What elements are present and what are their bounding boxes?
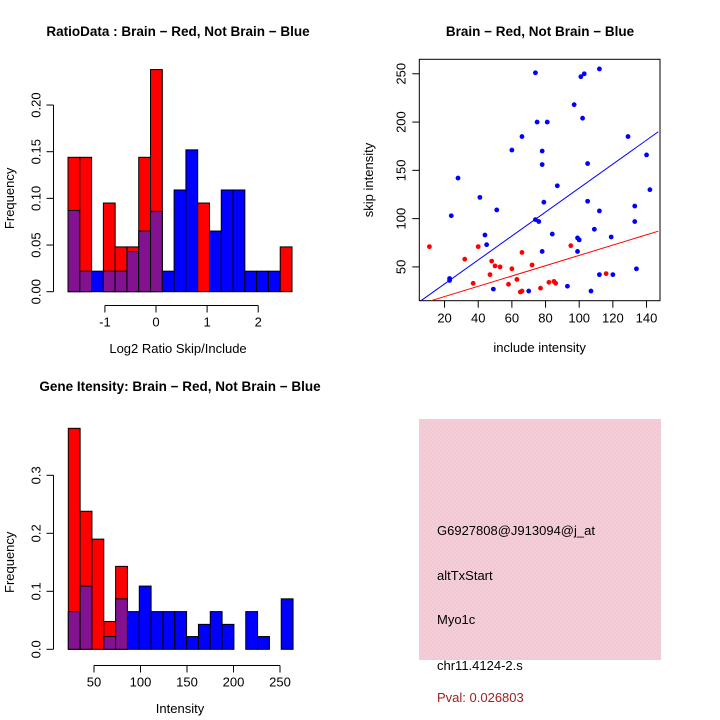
scatter-point-blue <box>626 134 631 139</box>
scatter-point-blue <box>597 208 602 213</box>
scatter-point-blue <box>449 213 454 218</box>
x-tick-label: 120 <box>602 310 624 326</box>
x-axis-title: include intensity <box>493 340 586 355</box>
ratio_histogram-svg <box>0 0 360 360</box>
plot-box <box>419 59 660 300</box>
scatter-point-blue <box>541 200 546 205</box>
gene_intensity_histogram-svg <box>0 360 360 720</box>
intensity_scatter-svg <box>360 0 720 360</box>
scatter-point-blue <box>540 149 545 154</box>
chart-title: RatioData : Brain − Red, Not Brain − Blue <box>46 24 310 39</box>
hist-bar <box>258 637 270 650</box>
hist-bar <box>222 624 234 649</box>
scatter-point-blue <box>484 242 489 247</box>
chart-title: Brain − Red, Not Brain − Blue <box>445 24 635 39</box>
scatter-point-blue <box>610 272 615 277</box>
x-tick-label: 1 <box>203 314 211 330</box>
y-tick-label: 0.15 <box>28 139 44 165</box>
hist-bar <box>257 271 269 292</box>
info-probe-id: G6927808@J913094@j_at <box>437 523 595 538</box>
scatter-point-blue <box>483 233 488 238</box>
scatter-point-blue <box>491 287 496 292</box>
y-tick-label: 0.00 <box>28 279 44 305</box>
blue-fit-line <box>421 132 658 301</box>
y-tick-label: 0.10 <box>28 185 44 212</box>
x-axis-title: Intensity <box>155 701 205 716</box>
x-tick-label: 80 <box>538 310 553 326</box>
hist-bar <box>268 271 280 292</box>
scatter-point-red <box>471 281 476 286</box>
scatter-point-blue <box>555 183 560 188</box>
hist-bar <box>92 539 104 649</box>
x-tick-label: 100 <box>568 310 591 326</box>
scatter-point-blue <box>550 232 555 237</box>
scatter-point-red <box>476 244 481 249</box>
scatter-point-blue <box>575 249 580 254</box>
hist-bar <box>139 586 151 649</box>
scatter-point-red <box>493 264 498 269</box>
y-tick-label: 0.3 <box>28 466 44 485</box>
scatter-point-blue <box>447 278 452 283</box>
hist-bar <box>162 271 174 292</box>
scatter-point-blue <box>597 67 602 72</box>
chart-title: Gene Itensity: Brain − Red, Not Brain − Blue <box>39 379 321 394</box>
scatter-point-blue <box>540 162 545 167</box>
hist-bar-overlap <box>127 252 139 292</box>
scatter-point-blue <box>545 120 550 125</box>
hist-bar <box>175 612 187 650</box>
x-tick-label: 140 <box>635 310 658 326</box>
scatter-point-red <box>538 286 543 291</box>
scatter-point-red <box>553 281 558 286</box>
hist-bar-overlap <box>68 612 80 650</box>
hist-bar <box>280 247 292 292</box>
scatter-point-blue <box>592 227 597 232</box>
scatter-point-blue <box>597 272 602 277</box>
scatter-point-red <box>462 257 467 262</box>
scatter-point-blue <box>632 219 637 224</box>
scatter-point-blue <box>477 195 482 200</box>
hist-bar-overlap <box>80 586 92 649</box>
x-tick-label: -1 <box>99 314 111 330</box>
scatter-point-blue <box>585 199 590 204</box>
scatter-point-red <box>547 280 552 285</box>
hist-bar-overlap <box>104 637 116 650</box>
x-tick-label: 40 <box>470 310 486 326</box>
hist-bar <box>209 231 221 292</box>
hist-bar <box>198 624 210 649</box>
hist-bar <box>221 190 233 292</box>
hist-bar <box>198 203 210 292</box>
y-tick-label: 0.20 <box>28 92 44 118</box>
scatter-point-blue <box>648 187 653 192</box>
hist-bar <box>163 612 175 650</box>
panel-info-text <box>360 360 720 720</box>
scatter-point-blue <box>644 152 649 157</box>
x-tick-label: 2 <box>254 314 262 330</box>
y-tick-label: 0.2 <box>28 524 44 543</box>
hist-bar <box>127 612 139 650</box>
x-tick-label: 50 <box>86 674 102 690</box>
scatter-point-blue <box>632 204 637 209</box>
scatter-point-blue <box>456 176 461 181</box>
x-tick-label: 250 <box>269 674 291 690</box>
info-gene-name: Myo1c <box>437 612 476 627</box>
panel-gene-intensity-histogram <box>0 360 360 720</box>
scatter-point-red <box>520 250 525 255</box>
scatter-point-red <box>488 272 493 277</box>
y-axis-title: Frequency <box>2 167 17 230</box>
scatter-point-blue <box>520 134 525 139</box>
panel-intensity-scatter <box>360 0 720 360</box>
scatter-point-red <box>509 266 514 271</box>
hist-bar <box>210 612 222 650</box>
scatter-point-blue <box>572 102 577 107</box>
x-tick-label: 150 <box>176 674 198 690</box>
scatter-point-red <box>515 277 520 282</box>
x-tick-label: 200 <box>222 674 245 690</box>
hist-bar-overlap <box>68 211 80 292</box>
hist-bar <box>174 190 186 292</box>
x-axis-title: Log2 Ratio Skip/Include <box>109 341 247 356</box>
y-tick-label: 0.0 <box>28 640 44 659</box>
hist-bar <box>186 150 198 292</box>
scatter-point-blue <box>540 249 545 254</box>
hist-bar <box>187 637 199 650</box>
scatter-point-blue <box>494 208 499 213</box>
hist-bar-overlap <box>115 271 127 292</box>
y-tick-label: 250 <box>393 62 409 85</box>
scatter-point-blue <box>577 237 582 242</box>
scatter-point-red <box>604 271 609 276</box>
y-tick-label: 150 <box>393 159 409 182</box>
scatter-point-blue <box>582 71 587 76</box>
y-tick-label: 200 <box>393 111 409 133</box>
y-axis-title: skip intensity <box>361 142 376 218</box>
scatter-point-blue <box>589 289 594 294</box>
scatter-point-red <box>568 243 573 248</box>
info-pvalue: Pval: 0.026803 <box>437 690 524 705</box>
hist-bar-overlap <box>151 211 163 291</box>
scatter-point-blue <box>526 289 531 294</box>
info-event-type: altTxStart <box>437 568 493 583</box>
scatter-point-red <box>520 289 525 294</box>
hist-bar <box>92 271 104 292</box>
hist-bar-overlap <box>139 231 151 292</box>
scatter-point-blue <box>580 116 585 121</box>
hist-bar-overlap <box>116 599 128 649</box>
info-pink-card <box>419 419 661 705</box>
scatter-point-blue <box>565 284 570 289</box>
x-tick-label: 60 <box>504 310 520 326</box>
scatter-point-blue <box>536 219 541 224</box>
hist-bar <box>233 190 245 292</box>
y-tick-label: 0.05 <box>28 232 44 258</box>
hist-bar <box>281 599 293 649</box>
y-axis-title: Frequency <box>2 531 17 594</box>
scatter-point-red <box>498 265 503 270</box>
y-tick-label: 50 <box>393 259 409 275</box>
scatter-point-blue <box>585 161 590 166</box>
hist-bar <box>245 271 257 292</box>
scatter-point-red <box>530 263 535 268</box>
hist-bar-overlap <box>80 271 92 292</box>
panel-ratio-histogram <box>0 0 360 360</box>
y-tick-label: 0.1 <box>28 582 44 601</box>
info-locus: chr11.4124-2.s <box>437 658 523 673</box>
hist-bar <box>246 612 258 650</box>
hist-bar <box>151 612 163 650</box>
scatter-point-blue <box>634 266 639 271</box>
scatter-point-red <box>489 259 494 264</box>
red-fit-line <box>431 231 658 301</box>
x-tick-label: 100 <box>129 674 152 690</box>
y-tick-label: 100 <box>393 207 409 230</box>
scatter-point-red <box>427 244 432 249</box>
scatter-point-red <box>506 282 511 287</box>
x-tick-label: 0 <box>152 314 160 330</box>
hist-bar-overlap <box>103 271 115 292</box>
scatter-point-blue <box>509 148 514 153</box>
scatter-point-blue <box>609 235 614 240</box>
scatter-point-blue <box>533 70 538 75</box>
scatter-point-blue <box>535 120 540 125</box>
x-tick-label: 20 <box>437 310 452 326</box>
